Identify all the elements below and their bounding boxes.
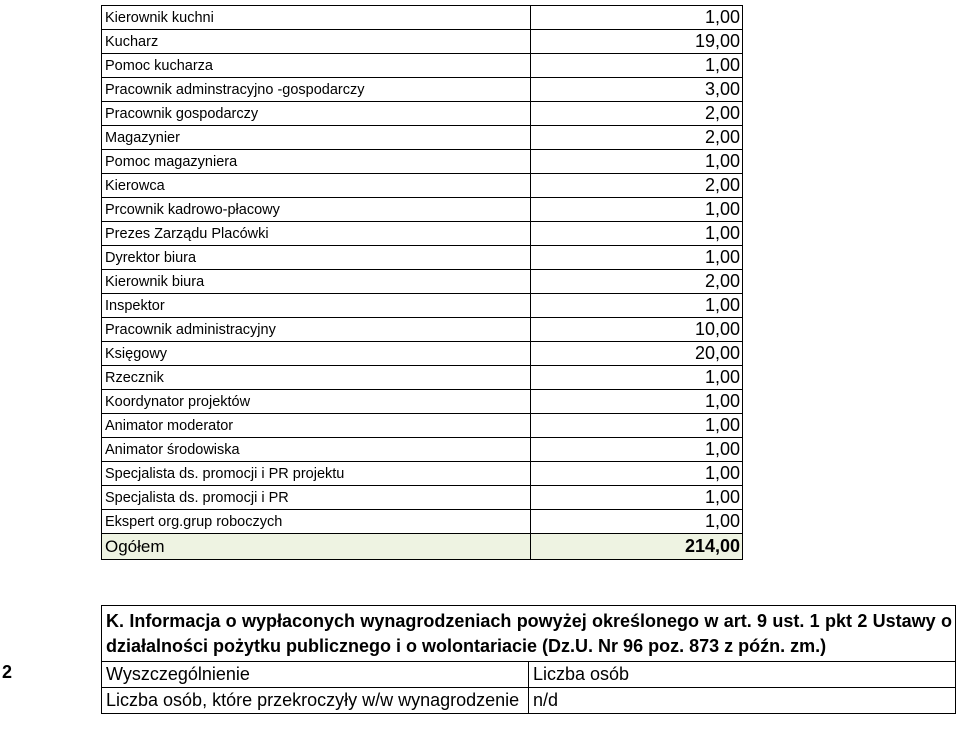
staff-row	[102, 414, 743, 438]
position-fte: 1,00	[531, 294, 743, 318]
position-name: Animator środowiska	[102, 438, 531, 462]
position-name: Kucharz	[102, 30, 531, 54]
position-name: Pracownik adminstracyjno -gospodarczy	[102, 78, 531, 102]
staff-row	[102, 222, 743, 246]
staff-row	[102, 78, 743, 102]
section-number: 2	[2, 662, 13, 682]
position-fte: 1,00	[531, 246, 743, 270]
position-fte: 1,00	[531, 510, 743, 534]
staff-row	[102, 126, 743, 150]
column-header-count: Liczba osób	[529, 662, 956, 688]
position-name: Kierowca	[102, 174, 531, 198]
staff-row	[102, 54, 743, 78]
position-fte: 20,00	[531, 342, 743, 366]
total-label: Ogółem	[102, 534, 531, 560]
position-name: Pracownik gospodarczy	[102, 102, 531, 126]
staff-row	[102, 6, 743, 30]
salary-info-table	[101, 605, 956, 714]
column-header-specification: Wyszczególnienie	[102, 662, 529, 688]
position-fte: 2,00	[531, 270, 743, 294]
staff-row	[102, 174, 743, 198]
position-fte: 1,00	[531, 6, 743, 30]
position-name: Specjalista ds. promocji i PR projektu	[102, 462, 531, 486]
position-fte: 1,00	[531, 54, 743, 78]
position-name: Ekspert org.grup roboczych	[102, 510, 531, 534]
staff-row	[102, 342, 743, 366]
position-fte: 1,00	[531, 222, 743, 246]
position-fte: 1,00	[531, 438, 743, 462]
position-name: Inspektor	[102, 294, 531, 318]
row-label-exceeded: Liczba osób, które przekroczyły w/w wynagrodzenie	[102, 688, 529, 714]
staff-row	[102, 150, 743, 174]
position-fte: 1,00	[531, 390, 743, 414]
position-name: Pomoc magazyniera	[102, 150, 531, 174]
total-row	[102, 534, 743, 560]
salary-header-row	[102, 662, 956, 688]
row-value-exceeded: n/d	[529, 688, 956, 714]
position-fte: 2,00	[531, 174, 743, 198]
position-name: Magazynier	[102, 126, 531, 150]
position-fte: 2,00	[531, 126, 743, 150]
position-fte: 1,00	[531, 150, 743, 174]
staff-row	[102, 390, 743, 414]
position-fte: 1,00	[531, 414, 743, 438]
position-name: Prcownik kadrowo-płacowy	[102, 198, 531, 222]
staff-row	[102, 486, 743, 510]
staff-table-body	[102, 6, 743, 534]
staff-row	[102, 462, 743, 486]
staff-row	[102, 510, 743, 534]
staff-row	[102, 318, 743, 342]
position-name: Księgowy	[102, 342, 531, 366]
staff-row	[102, 102, 743, 126]
position-name: Kierownik kuchni	[102, 6, 531, 30]
position-name: Dyrektor biura	[102, 246, 531, 270]
position-fte: 10,00	[531, 318, 743, 342]
position-name: Pomoc kucharza	[102, 54, 531, 78]
section-k-heading: K. Informacja o wypłaconych wynagrodzeniach powyżej określonego w art. 9 ust. 1 pkt 2 Ustawy o działalności pożytku publicznego i o wolontariacie (Dz.U. Nr 96 poz. 873 z późn. zm.)	[102, 606, 956, 662]
position-fte: 1,00	[531, 198, 743, 222]
position-fte: 2,00	[531, 102, 743, 126]
staff-row	[102, 246, 743, 270]
staff-row	[102, 30, 743, 54]
position-fte: 1,00	[531, 462, 743, 486]
position-fte: 3,00	[531, 78, 743, 102]
position-name: Specjalista ds. promocji i PR	[102, 486, 531, 510]
position-fte: 19,00	[531, 30, 743, 54]
position-name: Koordynator projektów	[102, 390, 531, 414]
position-fte: 1,00	[531, 486, 743, 510]
staff-row	[102, 438, 743, 462]
total-value: 214,00	[531, 534, 743, 560]
position-name: Pracownik administracyjny	[102, 318, 531, 342]
position-name: Animator moderator	[102, 414, 531, 438]
position-name: Kierownik biura	[102, 270, 531, 294]
staff-row	[102, 270, 743, 294]
salary-data-row	[102, 688, 956, 714]
staff-row	[102, 198, 743, 222]
position-name: Rzecznik	[102, 366, 531, 390]
position-fte: 1,00	[531, 366, 743, 390]
position-name: Prezes Zarządu Placówki	[102, 222, 531, 246]
staff-table	[101, 5, 743, 560]
staff-row	[102, 294, 743, 318]
staff-row	[102, 366, 743, 390]
